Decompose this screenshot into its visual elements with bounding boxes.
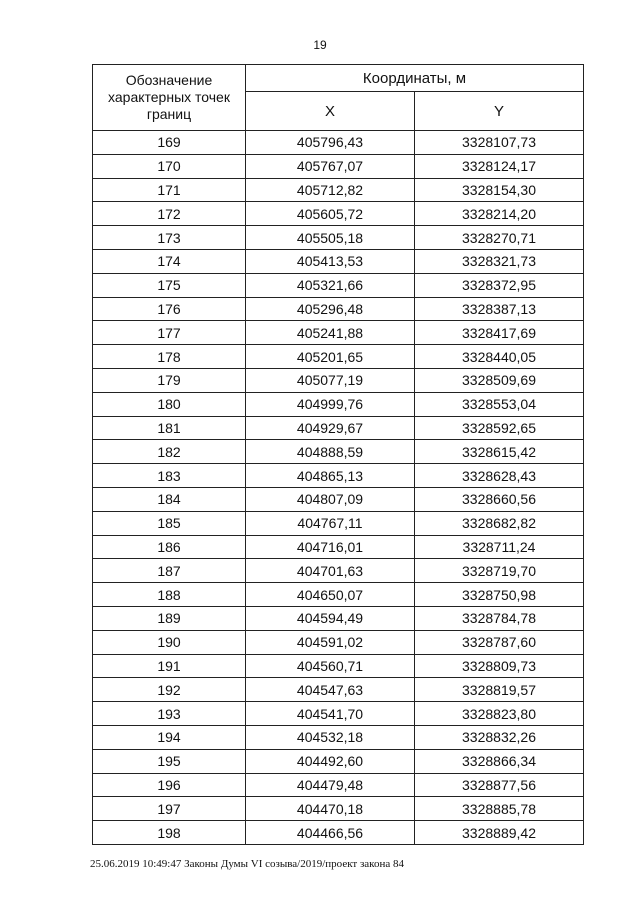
cell-x: 405241,88 xyxy=(246,321,415,345)
cell-point: 183 xyxy=(93,464,246,488)
cell-x: 404716,01 xyxy=(246,535,415,559)
cell-y: 3328417,69 xyxy=(415,321,584,345)
cell-point: 195 xyxy=(93,749,246,773)
table-row xyxy=(93,678,584,702)
cell-y: 3328660,56 xyxy=(415,487,584,511)
cell-y: 3328107,73 xyxy=(415,131,584,155)
cell-y: 3328711,24 xyxy=(415,535,584,559)
table-row xyxy=(93,773,584,797)
cell-y: 3328889,42 xyxy=(415,821,584,845)
cell-point: 189 xyxy=(93,606,246,630)
cell-point: 172 xyxy=(93,202,246,226)
cell-x: 405505,18 xyxy=(246,226,415,250)
cell-x: 404701,63 xyxy=(246,559,415,583)
table-row xyxy=(93,416,584,440)
table-row xyxy=(93,368,584,392)
table-row xyxy=(93,559,584,583)
cell-y: 3328819,57 xyxy=(415,678,584,702)
table-row xyxy=(93,464,584,488)
cell-x: 405321,66 xyxy=(246,273,415,297)
cell-y: 3328154,30 xyxy=(415,178,584,202)
table-header xyxy=(93,65,584,131)
cell-point: 187 xyxy=(93,559,246,583)
cell-y: 3328787,60 xyxy=(415,630,584,654)
table-row xyxy=(93,392,584,416)
cell-y: 3328615,42 xyxy=(415,440,584,464)
table-row xyxy=(93,178,584,202)
cell-y: 3328885,78 xyxy=(415,797,584,821)
cell-y: 3328124,17 xyxy=(415,154,584,178)
cell-y: 3328682,82 xyxy=(415,511,584,535)
cell-point: 175 xyxy=(93,273,246,297)
cell-x: 405767,07 xyxy=(246,154,415,178)
cell-x: 404541,70 xyxy=(246,702,415,726)
table-row xyxy=(93,749,584,773)
cell-point: 192 xyxy=(93,678,246,702)
cell-point: 197 xyxy=(93,797,246,821)
cell-point: 190 xyxy=(93,630,246,654)
cell-y: 3328823,80 xyxy=(415,702,584,726)
table-row xyxy=(93,654,584,678)
cell-x: 405296,48 xyxy=(246,297,415,321)
cell-y: 3328628,43 xyxy=(415,464,584,488)
table-row xyxy=(93,630,584,654)
cell-x: 404591,02 xyxy=(246,630,415,654)
cell-x: 405605,72 xyxy=(246,202,415,226)
cell-x: 404470,18 xyxy=(246,797,415,821)
cell-x: 404492,60 xyxy=(246,749,415,773)
cell-point: 177 xyxy=(93,321,246,345)
cell-point: 193 xyxy=(93,702,246,726)
table-row xyxy=(93,583,584,607)
cell-point: 186 xyxy=(93,535,246,559)
cell-x: 404650,07 xyxy=(246,583,415,607)
header-y-label: Y xyxy=(415,92,584,131)
table-row xyxy=(93,154,584,178)
table-row xyxy=(93,273,584,297)
table-row xyxy=(93,487,584,511)
table-row xyxy=(93,226,584,250)
coordinates-table xyxy=(92,64,584,845)
cell-y: 3328321,73 xyxy=(415,249,584,273)
cell-y: 3328509,69 xyxy=(415,368,584,392)
cell-point: 176 xyxy=(93,297,246,321)
cell-x: 404807,09 xyxy=(246,487,415,511)
cell-y: 3328832,26 xyxy=(415,725,584,749)
cell-x: 404888,59 xyxy=(246,440,415,464)
table-row xyxy=(93,535,584,559)
cell-x: 404547,63 xyxy=(246,678,415,702)
page-number: 19 xyxy=(313,38,327,52)
table-row xyxy=(93,202,584,226)
table-row xyxy=(93,821,584,845)
cell-y: 3328750,98 xyxy=(415,583,584,607)
cell-y: 3328809,73 xyxy=(415,654,584,678)
cell-x: 404767,11 xyxy=(246,511,415,535)
cell-y: 3328270,71 xyxy=(415,226,584,250)
cell-point: 196 xyxy=(93,773,246,797)
cell-x: 404466,56 xyxy=(246,821,415,845)
cell-y: 3328719,70 xyxy=(415,559,584,583)
table-row xyxy=(93,606,584,630)
cell-point: 181 xyxy=(93,416,246,440)
cell-point: 174 xyxy=(93,249,246,273)
cell-y: 3328372,95 xyxy=(415,273,584,297)
cell-point: 194 xyxy=(93,725,246,749)
table-row xyxy=(93,702,584,726)
cell-point: 184 xyxy=(93,487,246,511)
header-row-top xyxy=(93,65,584,92)
cell-x: 404594,49 xyxy=(246,606,415,630)
cell-y: 3328214,20 xyxy=(415,202,584,226)
table-row xyxy=(93,131,584,155)
cell-y: 3328877,56 xyxy=(415,773,584,797)
cell-point: 178 xyxy=(93,345,246,369)
cell-point: 182 xyxy=(93,440,246,464)
cell-point: 198 xyxy=(93,821,246,845)
cell-point: 185 xyxy=(93,511,246,535)
cell-x: 404560,71 xyxy=(246,654,415,678)
table-row xyxy=(93,440,584,464)
table-row xyxy=(93,725,584,749)
cell-x: 404999,76 xyxy=(246,392,415,416)
cell-x: 405077,19 xyxy=(246,368,415,392)
cell-x: 404929,67 xyxy=(246,416,415,440)
cell-y: 3328866,34 xyxy=(415,749,584,773)
cell-x: 405201,65 xyxy=(246,345,415,369)
cell-point: 191 xyxy=(93,654,246,678)
cell-y: 3328784,78 xyxy=(415,606,584,630)
cell-y: 3328440,05 xyxy=(415,345,584,369)
cell-x: 405712,82 xyxy=(246,178,415,202)
table-body xyxy=(93,131,584,845)
table-row xyxy=(93,321,584,345)
cell-y: 3328553,04 xyxy=(415,392,584,416)
cell-y: 3328592,65 xyxy=(415,416,584,440)
cell-point: 179 xyxy=(93,368,246,392)
cell-x: 405796,43 xyxy=(246,131,415,155)
cell-x: 404532,18 xyxy=(246,725,415,749)
cell-point: 169 xyxy=(93,131,246,155)
table-row xyxy=(93,297,584,321)
header-coordinates-label: Координаты, м xyxy=(246,65,584,92)
cell-point: 188 xyxy=(93,583,246,607)
cell-point: 173 xyxy=(93,226,246,250)
cell-x: 404479,48 xyxy=(246,773,415,797)
cell-point: 170 xyxy=(93,154,246,178)
cell-y: 3328387,13 xyxy=(415,297,584,321)
table-row xyxy=(93,345,584,369)
table-row xyxy=(93,249,584,273)
table-row xyxy=(93,797,584,821)
cell-point: 180 xyxy=(93,392,246,416)
header-point-label: Обозначение характерных точек границ xyxy=(93,65,246,131)
footer-timestamp: 25.06.2019 10:49:47 Законы Думы VI созыва/2019/проект закона 84 xyxy=(90,858,404,870)
cell-x: 405413,53 xyxy=(246,249,415,273)
cell-x: 404865,13 xyxy=(246,464,415,488)
table-row xyxy=(93,511,584,535)
header-x-label: X xyxy=(246,92,415,131)
cell-point: 171 xyxy=(93,178,246,202)
